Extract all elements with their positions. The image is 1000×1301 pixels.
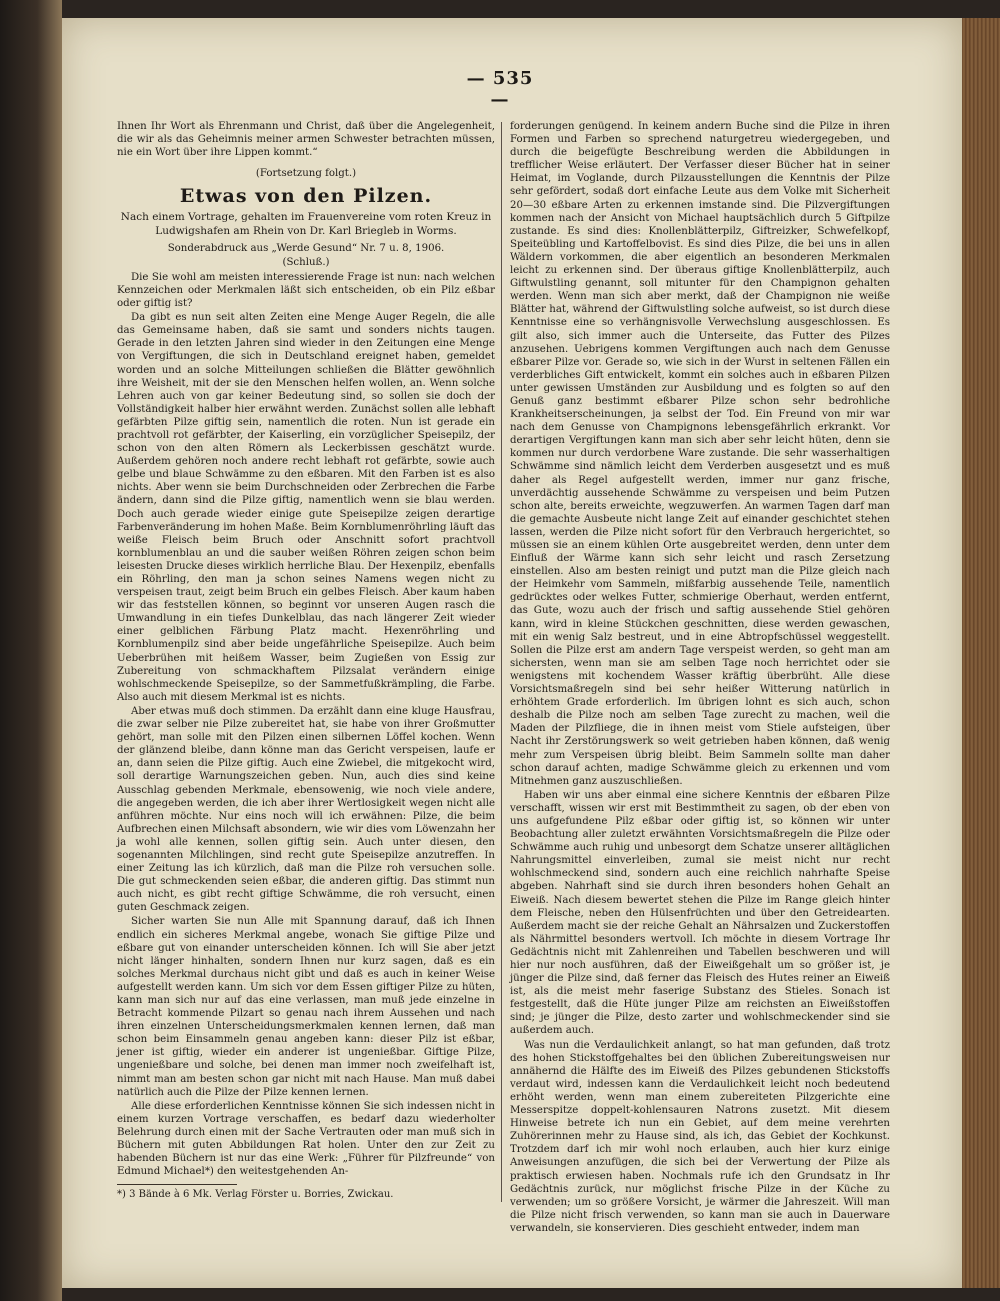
paragraph: Die Sie wohl am meisten interessierende Frage ist nun: nach welchen Kennzeichen oder Merkmalen läßt sich entscheiden, ob ein Pilz eßbar oder giftig ist?: [117, 271, 495, 310]
conclusion-note: (Schluß.): [282, 256, 330, 268]
article-source: Sonderabdruck aus „Werde Gesund“ Nr. 7 u. 8, 1906.: [167, 242, 445, 254]
paragraph: Haben wir uns aber einmal eine sichere Kenntnis der eßbaren Pilze verschafft, wissen wir erst mit Bestimmtheit zu sagen, ob der eben von uns aufgefundene Pilz eßbar oder giftig ist, so können wir unter Beobachtung aller zuletzt erwähnten Vorsichtsmaßregeln die Pilze oder Schwämme auch ruhig und unbesorgt dem Schatze unserer alltäglichen Nahrungsmittel einverleiben, zumal sie meist nicht nur recht wohlschmeckend sind, sondern auch eine reichlich nahrhafte Speise abgeben. Nahrhaft sind sie durch ihren besonders hohen Gehalt an Eiweiß. Nach diesem bewertet stehen die Pilze im Range gleich hinter dem Fleische, neben den Hülsenfrüchten und über den Getreidearten. Außerdem macht sie der reiche Gehalt an Nährsalzen und Zuckerstoffen als Nährmittel besonders wertvoll. Ich möchte in diesem Vortrage Ihr Gedächtnis nicht mit Zahlenreihen und Tabellen beschweren und will hier nur noch ausführen, daß der Eiweißgehalt um so größer ist, je jünger die Pilze sind, daß ferner das Fleisch des Hutes reiner an Eiweiß ist, als die meist mehr faserige Substanz des Stieles. Sonach ist festgestellt, daß die Hüte junger Pilze am reichsten an Eiweißstoffen sind; je jünger die Pilze, desto zarter und wohlschmeckender sind sie außerdem auch.: [510, 789, 890, 1037]
paragraph: forderungen genügend. In keinem andern Buche sind die Pilze in ihren Formen und Farben so sprechend naturgetreu wiedergegeben, und durch die beigefügte Beschreibung werden die Abbildungen in trefflicher Weise erläutert. Der Verfasser dieser Bücher hat in seiner Heimat, im Voglande, durch Pilzausstellungen die Kenntnis der Pilze sehr gefördert, sodaß dort einfache Leute aus dem Volke mit Sicherheit 20—30 eßbare Arten zu erkennen imstande sind. Die Pilzvergiftungen kommen nach der Ansicht von Michael hauptsächlich durch 5 Giftpilze zustande. Es sind dies: Knollenblätterpilz, Giftreizker, Schwefelkopf, Speiteübling und Kartoffelbovist. Es sind dies Pilze, die bei uns in allen Wäldern vorkommen, die aber eigentlich an besonderen Merkmalen leicht zu erkennen sind. Der überaus giftige Knollenblätterpilz, auch Giftwulstling genannt, soll mitunter für den Champignon gehalten werden. Wenn man sich aber merkt, daß der Champignon nie weiße Blätter hat, während der Giftwulstling solche aufweist, so ist durch diese Kenntnisse eine so verhängnisvolle Verwechslung ausgeschlossen. Es gilt also, sich immer auch die Unterseite, das Futter des Pilzes anzusehen. Uebrigens kommen Vergiftungen auch nach dem Genusse eßbarer Pilze vor. Gerade so, wie sich in der Wurst in seltenen Fällen ein verderbliches Gift entwickelt, kommt ein solches auch in eßbaren Pilzen unter gewissen Umständen zur Ausbildung und es folgten so auf den Genuß ganz bestimmt eßbarer Pilze schon sehr bedrohliche Krankheitserscheinungen, ja selbst der Tod. Ein Freund von mir war nach dem Genusse von Champignons lebensgefährlich erkrankt. Vor derartigen Vergiftungen kann man sich aber sehr leicht hüten, denn sie kommen nur durch verdorbene Ware zustande. Die sehr wasserhaltigen Schwämme sind nämlich leicht dem Verderben ausgesetzt und es muß daher als Regel aufgestellt werden, immer nur ganz frische, unverdächtig aussehende Schwämme zu verspeisen und beim Putzen schon alte, bereits erweichte, wegzuwerfen. An warmen Tagen darf man die gemachte Ausbeute nicht lange Zeit auf einander geschichtet stehen lassen, werden die Pilze nicht sofort für den Verbrauch hergerichtet, so müssen sie an einem kühlen Orte ausgebreitet werden, denn unter dem Einfluß der Wärme kann sich sehr leicht und rasch Zersetzung einstellen. Also am besten reinigt und putzt man die Pilze gleich nach der Heimkehr vom Sammeln, mißfarbig aussehende Teile, namentlich gedrücktes oder welkes Futter, schmierige Oberhaut, werden entfernt, das Gute, wozu auch der frisch und saftig aussehende Stiel gehören kann, wird in kleine Stückchen geschnitten, diese werden gewaschen, mit ein wenig Salz bestreut, und in eine Abtropfschüssel weggestellt. Sollen die Pilze erst am andern Tage verspeist werden, so geht man am sichersten, wenn man sie am selben Tage noch herrichtet oder sie wenigstens mit kochendem Wasser kräftig überbrüht. Alle diese Vorsichtsmaßregeln sind bei sehr heißer Witterung natürlich in erhöhtem Grade erforderlich. Im übrigen lohnt es sich auch, schon deshalb die Pilze noch am selben Tage zurecht zu machen, weil die Maden der Pilzfliege, die in ihnen meist vom Stiele aufsteigen, über Nacht ihr Zerstörungswerk so weit getrieben haben können, daß wenig mehr zum Verspeisen übrig bleibt. Beim Sammeln sollte man daher schon darauf achten, madige Schwämme gleich zu erkennen und vom Mitnehmen ganz auszuschließen.: [510, 121, 890, 787]
paragraph: Sicher warten Sie nun Alle mit Spannung darauf, daß ich Ihnen endlich ein sicheres Merkmal angebe, wonach Sie giftige Pilze und eßbare gut von einander unterscheiden können. Ich will Sie aber jetzt nicht länger hinhalten, sondern Ihnen nur kurz sagen, daß es ein solches Merkmal durchaus nicht gibt und daß es auch in keiner Weise aufgestellt werden kann. Um sich vor dem Essen giftiger Pilze zu hüten, kann man sich nur auf das eine verlassen, man muß jede einzelne in Betracht kommende Pilzart so genau nach ihrem Aussehen und nach ihren einzelnen Unterscheidungsmerkmalen kennen lernen, daß man schon beim Einsammeln genau angeben kann: dieser Pilz ist eßbar, jener ist giftig, wieder ein anderer ist ungenießbar. Giftige Pilze, ungenießbare und solche, bei denen man immer noch zweifelhaft ist, nimmt man am besten schon gar nicht mit nach Hause. Man muß dabei natürlich auch die Pilze der Pilze kennen lernen.: [117, 916, 495, 1098]
article-subtitle: Nach einem Vortrage, gehalten im Frauenvereine vom roten Kreuz in Ludwigshafen am Rhein von Dr. Karl Briegleb in Worms.: [120, 211, 492, 237]
right-column: [510, 120, 890, 1234]
footnote-rule: [117, 1184, 237, 1185]
continued-note: (Fortsetzung folgt.): [255, 168, 357, 180]
article-title: Etwas von den Pilzen.: [179, 185, 433, 208]
footnote: *) 3 Bände à 6 Mk. Verlag Förster u. Borries, Zwickau.: [117, 1189, 394, 1201]
paragraph: Da gibt es nun seit alten Zeiten eine Menge Auger Regeln, die alle das Gemeinsame haben, daß sie samt und sonders nichts taugen. Gerade in den letzten Jahren sind wieder in den Zeitungen eine Menge von Vergiftungen, die sich in Deutschland ereignet haben, gemeldet worden und an solche Mitteilungen schließen die Blätter gewöhnlich ihre Weisheit, mit der sie den Menschen helfen wollen, an. Wenn solche Lehren auch von gar keiner Bedeutung sind, so sollen sie doch der Vollständigkeit halber hier erwähnt werden. Zunächst sollen alle lebhaft gefärbten Pilze giftig sein, namentlich die roten. Nun ist gerade ein prachtvoll rot gefärbter, der Kaiserling, ein vorzüglicher Speisepilz, der schon von den alten Römern als Leckerbissen geschätzt wurde. Außerdem gehören noch andere recht lebhaft rot gefärbte, sowie auch gelbe und blaue Schwämme zu den eßbaren. Mit den Farben ist es also nichts. Aber wenn sie beim Durchschneiden oder Zerbrechen die Farbe ändern, dann sind die Pilze giftig, namentlich wenn sie blau werden. Doch auch gerade wieder einige gute Speisepilze zeigen derartige Farbenveränderung im hohen Maße. Beim Kornblumenröhrling läuft das weiße Fleisch beim Bruch oder Anschnitt sofort prachtvoll kornblumenblau an und die sauber weißen Röhren zeigen schon beim leisesten Drucke dieses wirklich herrliche Blau. Der Hexenpilz, ebenfalls ein Röhrling, den man ja schon seines Namens wegen nicht zu verspeisen traut, zeigt beim Bruch ein gelbes Fleisch. Aber kaum haben wir das feststellen können, so beginnt vor unseren Augen rasch die Umwandlung in ein tiefes Dunkelblau, das nach längerer Zeit wieder einer gelblichen Färbung Platz macht. Hexenröhrling und Kornblumenpilz sind aber beide ungefährliche Speisepilze. Auch beim Ueberbrühen mit heißem Wasser, beim Zugießen von Essig zur Zubereitung von schmackhaftem Pilzsalat verändern einige wohlschmeckende Speisepilze, so der Sammetfußkrämpling, die Farbe. Also auch mit diesem Merkmal ist es nichts.: [117, 312, 495, 703]
paragraph: Alle diese erforderlichen Kenntnisse können Sie sich indessen nicht in einem kurzen Vortrage verschaffen, es bedarf dazu wiederholter Belehrung durch einen mit der Sache Vertrauten oder man muß sich in Büchern mit guten Abbildungen Rat holen. Unter den zur Zeit zu habenden Büchern ist nur das eine Werk: „Führer für Pilzfreunde“ von Edmund Michael*) den weitestgehenden An-: [117, 1100, 495, 1178]
paragraph: Aber etwas muß doch stimmen. Da erzählt dann eine kluge Hausfrau, die zwar selber nie Pilze zubereitet hat, sie habe von ihrer Großmutter gehört, man solle mit den Pilzen einen silbernen Löffel kochen. Wenn der glänzend bleibe, dann könne man das Gericht verspeisen, laufe er an, dann seien die Pilze giftig. Auch eine Zwiebel, die mitgekocht wird, soll derartige Warnungszeichen geben. Nun, auch dies sind keine Ausschlag gebenden Merkmale, ebensowenig, wie noch viele andere, die angegeben werden, die ich aber ihrer Wertlosigkeit wegen nicht alle anführen möchte. Nur eins noch will ich erwähnen: Pilze, die beim Aufbrechen einen Milchsaft absondern, wie wir dies vom Löwenzahn her ja wohl alle kennen, sollen giftig sein. Auch unter diesen, den sogenannten Milchlingen, sind recht gute Speisepilze anzutreffen. In einer Zeitung las ich kürzlich, daß man die Pilze roh versuchen solle. Die gut schmeckenden seien eßbar, die anderen giftig. Das stimmt nun auch nicht, es gibt recht giftige Schwämme, die roh versucht, einen guten Geschmack zeigen.: [117, 705, 495, 914]
left-column: [117, 120, 495, 1210]
page-number: — 535 —: [466, 68, 534, 110]
book-spine: [0, 0, 62, 1301]
page-edges: [962, 18, 1000, 1288]
column-divider: [501, 122, 502, 1202]
story-ending: Ihnen Ihr Wort als Ehrenmann und Christ, daß über die Angelegenheit, die wir als das Geheimnis meiner armen Schwester betrachten müssen, nie ein Wort über ihre Lippen kommt.“: [117, 121, 495, 159]
paragraph: Was nun die Verdaulichkeit anlangt, so hat man gefunden, daß trotz des hohen Stickstoffgehaltes bei den üblichen Zubereitungsweisen nur annähernd die Hälfte des im Eiweiß des Pilzes gebundenen Stickstoffs verdaut wird, indessen kann die Verdaulichkeit leicht noch bedeutend erhöht werden, wenn man einem zubereiteten Pilzgerichte eine Messerspitze doppelt-kohlensauren Natrons zusetzt. Mit diesem Hinweise betrete ich nun ein Gebiet, auf dem meine verehrten Zuhörerinnen mehr zu Hause sind, als ich, das Gebiet der Kochkunst. Trotzdem darf ich mir wohl noch erlauben, auch hier kurz einige Anweisungen anzufügen, die sich bei der Verwertung der Pilze als praktisch erwiesen haben. Nochmals rufe ich den Grundsatz in Ihr Gedächtnis zurück, nur möglichst frische Pilze in der Küche zu verwenden; um so größere Vorsicht, je wärmer die Jahreszeit. Will man die Pilze nicht frisch verwenden, so kann man sie auch in Dauerware verwandeln, sie konservieren. Dies geschieht entweder, indem man: [510, 1039, 890, 1234]
